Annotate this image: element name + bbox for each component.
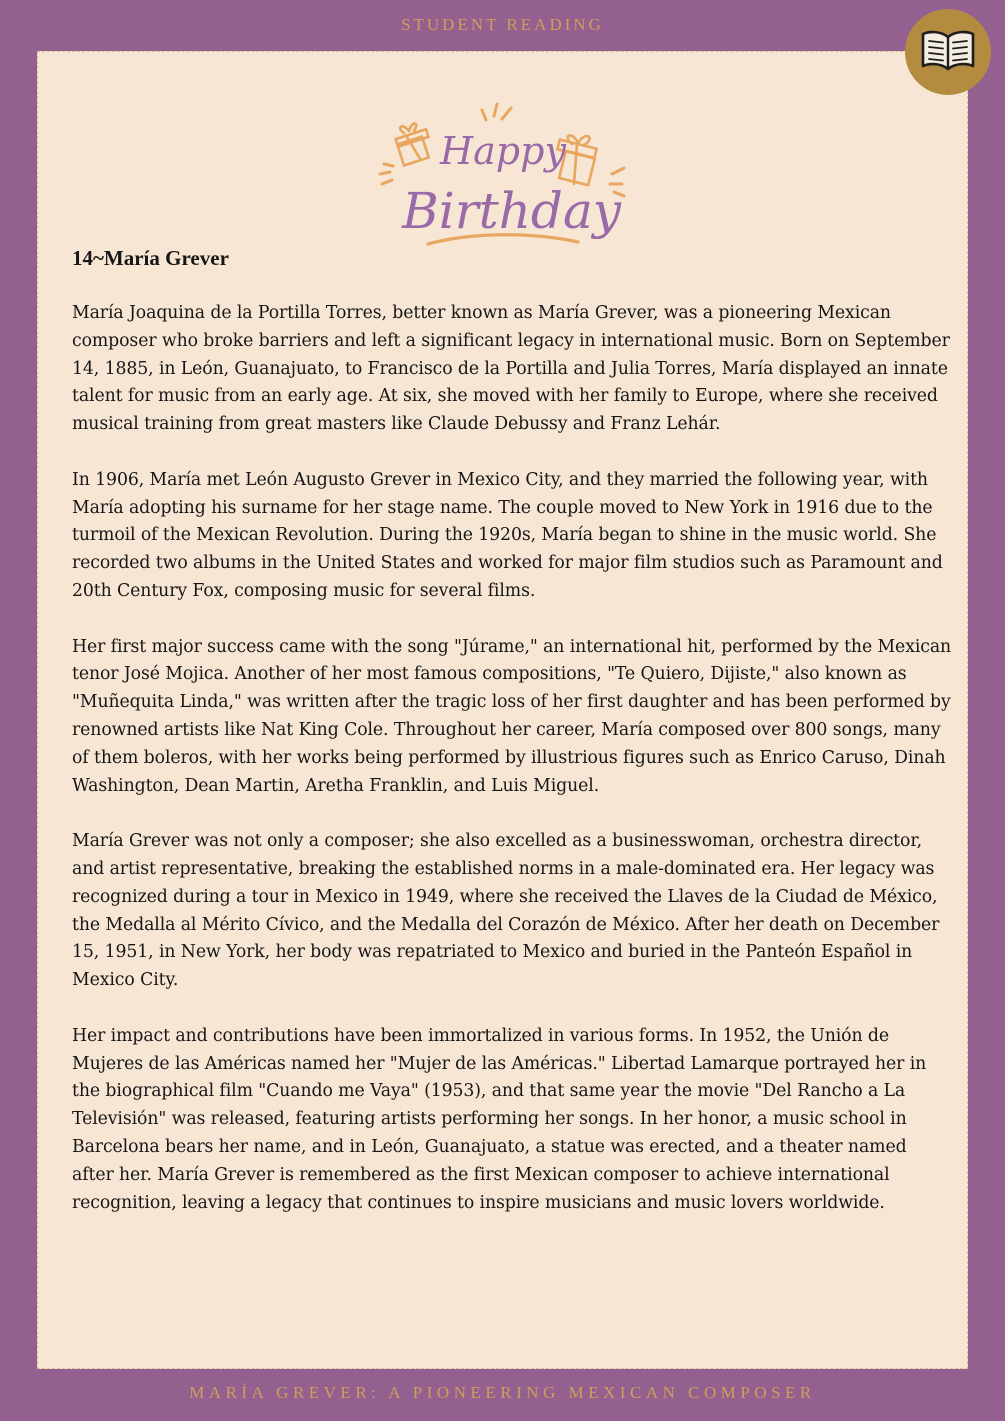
paragraph-marriage-career: In 1906, María met León Augusto Grever in Mexico City, and they married the following year, with María adopting his surname for her stage name. The couple moved to New York in 1916 due to the turmoil of the Mexican Revolution. During the 1920s, María began to shine in the music world. She recorded two albums in the United States and worked for major film studios such as Paramount and 20th Century Fox, composing music for several films. (72, 469, 943, 601)
svg-text:Birthday: Birthday (402, 182, 621, 240)
svg-text:Happy: Happy (440, 129, 566, 173)
footer-label: MARÍA GREVER: A PIONEERING MEXICAN COMPOSER (189, 1383, 816, 1402)
happy-birthday-logo (372, 98, 634, 260)
paragraph-impact-tributes: Her impact and contributions have been immortalized in various forms. In 1952, the Unión de Mujeres de las Américas named her "Mujer de las Américas." Libertad Lamarque portrayed her in the biographical film "Cuando me Vaya" (1953), and that same year the movie "Del Rancho a La Televisión" was released, featuring artists performing her songs. In her honor, a music school in Barcelona bears her name, and in León, Guanajuato, a statue was erected, and a theater named after her. María Grever is remembered as the first Mexican composer to achieve international recognition, leaving a legacy that continues to inspire musicians and music lovers worldwide. (72, 1025, 927, 1213)
article-title: 14~María Grever (72, 246, 229, 270)
paragraph-major-success: Her first major success came with the song "Júrame," an international hit, performed by the Mexican tenor José Mojica. Another of her most famous compositions, "Te Quiero, Dijiste," also known as "Muñequita Linda," was written after the tragic loss of her first daughter and has been performed by renowned artists like Nat King Cole. Throughout her career, María composed over 800 songs, many of them boleros, with her works being performed by illustrious figures such as Enrico Caruso, Dinah Washington, Dean Martin, Aretha Franklin, and Luis Miguel. (72, 636, 952, 796)
paragraph-legacy-recognition: María Grever was not only a composer; she also excelled as a businesswoman, orchestra director, and artist representative, breaking the established norms in a male-dominated era. Her legacy was recognized during a tour in Mexico in 1949, where she received the Llaves de la Ciudad de México, the Medalla al Mérito Cívico, and the Medalla del Corazón de México. After her death on December 15, 1951, in New York, her body was repatriated to Mexico and buried in the Panteón Español in Mexico City. (72, 831, 940, 991)
book-badge (905, 9, 991, 95)
article (72, 243, 952, 1245)
header-label: STUDENT READING (401, 15, 604, 34)
open-book-icon (919, 28, 977, 76)
paragraph-early-life: María Joaquina de la Portilla Torres, better known as María Grever, was a pioneering Mexican composer who broke barriers and left a significant legacy in international music. Born on September 14, 1885, in León, Guanajuato, to Francisco de la Portilla and Julia Torres, María displayed an innate talent for music from an early age. At six, she moved with her family to Europe, where she received musical training from great masters like Claude Debussy and Franz Lehár. (72, 303, 950, 435)
